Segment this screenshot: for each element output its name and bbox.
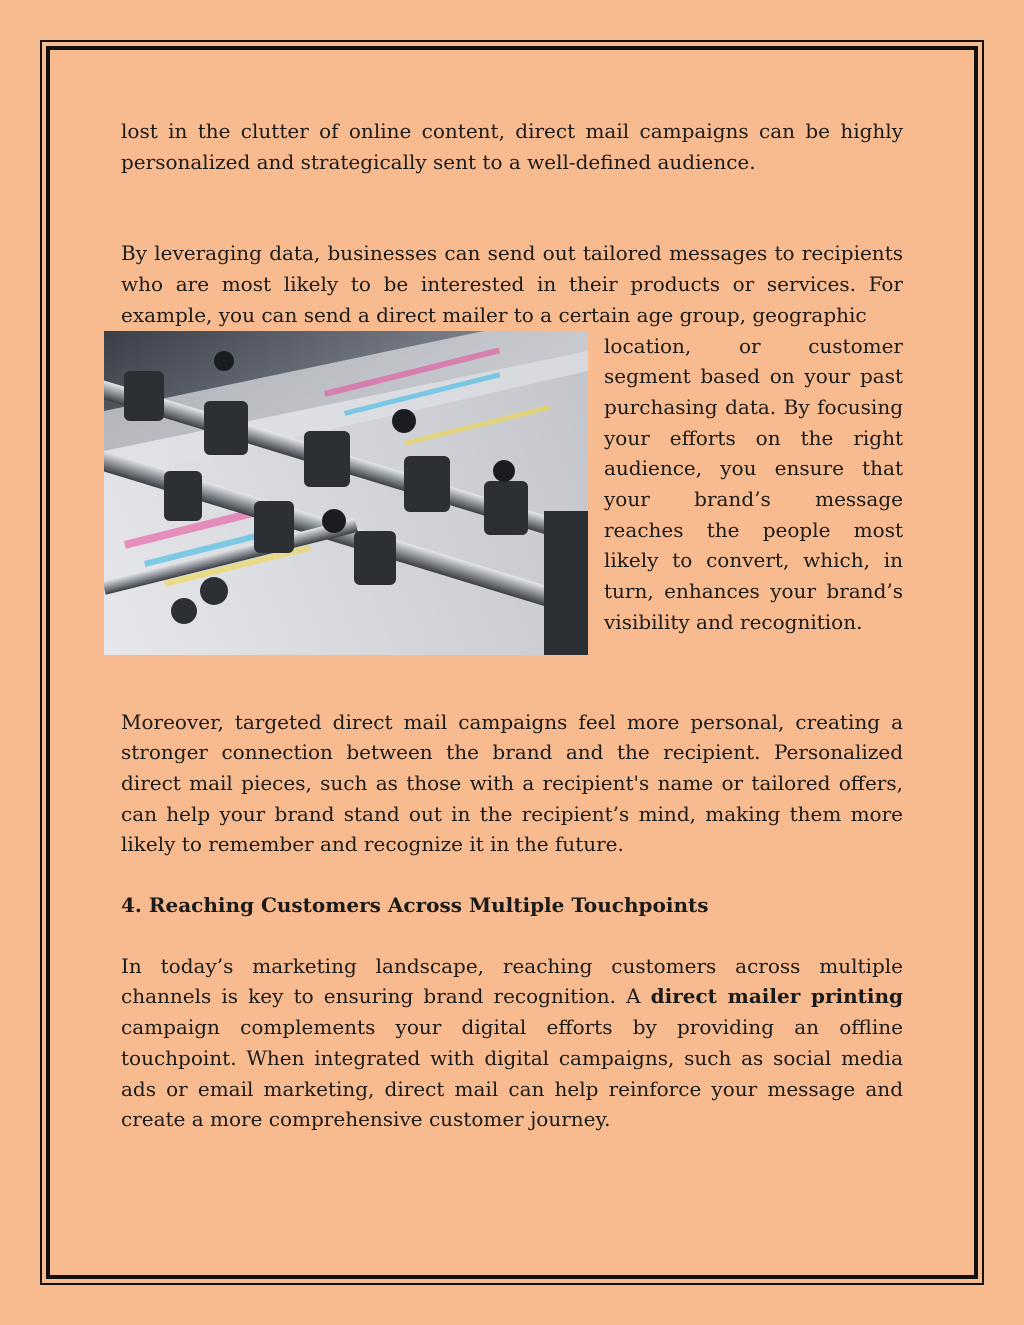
- printing-press-icon: [104, 331, 588, 655]
- direct-mailer-printing-emphasis: direct mailer printing: [650, 984, 903, 1009]
- paragraph-multiple-channels-before: In today’s marketing landscape, reaching customers across multiple channels is key to ensuring brand recognition. A: [121, 953, 903, 1009]
- paragraph-multiple-channels-after: campaign complements your digital efforts by providing an offline touchpoint. When integrated with digital campaigns, such as social media ads or email marketing, direct mail can help reinforce your message and create a more comprehensive customer journey.: [121, 1015, 903, 1132]
- paragraph-multiple-channels: [121, 951, 903, 1135]
- paragraph-leveraging-data-intro: By leveraging data, businesses can send out tailored messages to recipients who are most likely to be interested in their products or services. For example, you can send a direct mailer to a certain age group, geographic: [121, 241, 903, 327]
- paragraph-leveraging-data-wrap: location, or customer segment based on your past purchasing data. By focusing your efforts on the right audience, you ensure that your brand’s message reaches the people most likely to convert, which, in turn, enhances your brand’s visibility and recognition.: [604, 333, 903, 634]
- paragraph-leveraging-data: [121, 238, 903, 330]
- paragraph-personal-connection: Moreover, targeted direct mail campaigns feel more personal, creating a stronger connection between the brand and the recipient. Personalized direct mail pieces, such as those with a recipient's name or tailored offers, can help your brand stand out in the recipient’s mind, making them more likely to remember and recognize it in the future.: [121, 709, 903, 857]
- printing-press-photo: [104, 331, 588, 655]
- paragraph-personalization: lost in the clutter of online content, direct mail campaigns can be highly personalized and strategically sent to a well-defined audience.: [121, 119, 903, 174]
- document-body: [121, 116, 903, 1135]
- section-heading-touchpoints: 4. Reaching Customers Across Multiple Touchpoints: [121, 893, 709, 918]
